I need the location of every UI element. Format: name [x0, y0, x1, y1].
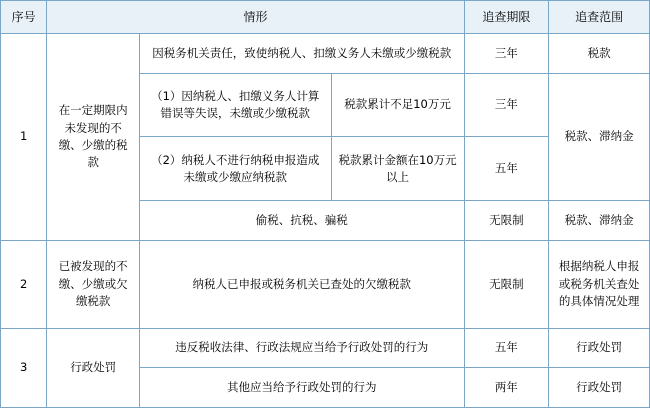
recovery-scope: 税款、滞纳金 [549, 73, 650, 201]
table-row [1, 34, 650, 74]
recovery-scope: 税款、滞纳金 [549, 201, 650, 241]
column-header-situation: 情形 [47, 1, 464, 34]
situation-description: （2）纳税人不进行纳税申报造成未缴或少缴应纳税款 [140, 137, 331, 201]
column-header-scope: 追查范围 [549, 1, 650, 34]
table-body [1, 34, 650, 408]
row-number: 2 [1, 240, 47, 328]
situation-description: 偷税、抗税、骗税 [140, 201, 465, 241]
recovery-period: 无限制 [464, 240, 549, 328]
situation-description: 违反税收法律、行政法规应当给予行政处罚的行为 [140, 328, 465, 368]
situation-description: 因税务机关责任，致使纳税人、扣缴义务人未缴或少缴税款 [140, 34, 465, 74]
recovery-period: 五年 [464, 137, 549, 201]
recovery-scope: 行政处罚 [549, 368, 650, 408]
recovery-period: 无限制 [464, 201, 549, 241]
situation-amount: 税款累计不足10万元 [331, 73, 464, 137]
column-header-period: 追查期限 [464, 1, 549, 34]
row-number: 1 [1, 34, 47, 241]
situation-description: （1）因纳税人、扣缴义务人计算错误等失误，未缴或少缴税款 [140, 73, 331, 137]
row-category: 已被发现的不缴、少缴或欠缴税款 [47, 240, 140, 328]
table-row [1, 328, 650, 368]
recovery-period: 五年 [464, 328, 549, 368]
table-row [1, 240, 650, 328]
column-header-no: 序号 [1, 1, 47, 34]
row-number: 3 [1, 328, 47, 407]
table-header-row [1, 1, 650, 34]
recovery-period: 两年 [464, 368, 549, 408]
recovery-scope: 行政处罚 [549, 328, 650, 368]
recovery-scope: 根据纳税人申报或税务机关查处的具体情况处理 [549, 240, 650, 328]
situation-description: 其他应当给予行政处罚的行为 [140, 368, 465, 408]
situation-amount: 税款累计金额在10万元以上 [331, 137, 464, 201]
row-category: 在一定期限内未发现的不缴、少缴的税款 [47, 34, 140, 241]
recovery-scope: 税款 [549, 34, 650, 74]
table-header [1, 1, 650, 34]
recovery-period: 三年 [464, 34, 549, 74]
row-category: 行政处罚 [47, 328, 140, 407]
recovery-period: 三年 [464, 73, 549, 137]
situation-description: 纳税人已申报或税务机关已查处的欠缴税款 [140, 240, 465, 328]
